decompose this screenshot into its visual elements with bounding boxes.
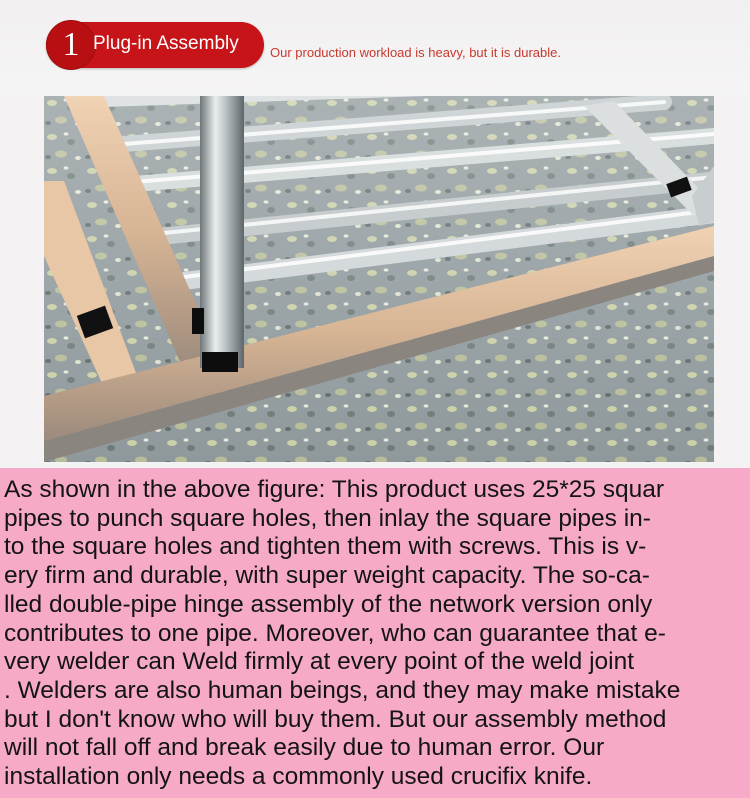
- description-line: will not fall off and break easily due to human error. Our: [4, 734, 605, 762]
- description-line: lled double-pipe hinge assembly of the network version only: [4, 590, 653, 618]
- description-line: contributes to one pipe. Moreover, who can guarantee that e-: [4, 619, 666, 647]
- description-line: but I don't know who will buy them. But our assembly method: [4, 705, 667, 733]
- description-line: very welder can Weld firmly at every point of the weld joint: [4, 648, 635, 676]
- description-line: ery firm and durable, with super weight capacity. The so-ca-: [4, 562, 650, 590]
- description-line: to the square holes and tighten them with screws. This is v-: [4, 533, 647, 561]
- description-line: pipes to punch square holes, then inlay the square pipes in-: [4, 504, 651, 532]
- section-number-badge: 1: [46, 20, 96, 70]
- section-subtitle: Our production workload is heavy, but it is durable.: [270, 45, 561, 60]
- description-line: installation only needs a commonly used crucifix knife.: [4, 763, 593, 791]
- description-line: As shown in the above figure: This product uses 25*25 squar: [4, 476, 665, 503]
- section-title: Plug-in Assembly: [93, 33, 239, 54]
- description-line: . Welders are also human beings, and they may make mistake: [4, 676, 681, 704]
- product-photo: [44, 96, 714, 462]
- description-text: [4, 476, 748, 792]
